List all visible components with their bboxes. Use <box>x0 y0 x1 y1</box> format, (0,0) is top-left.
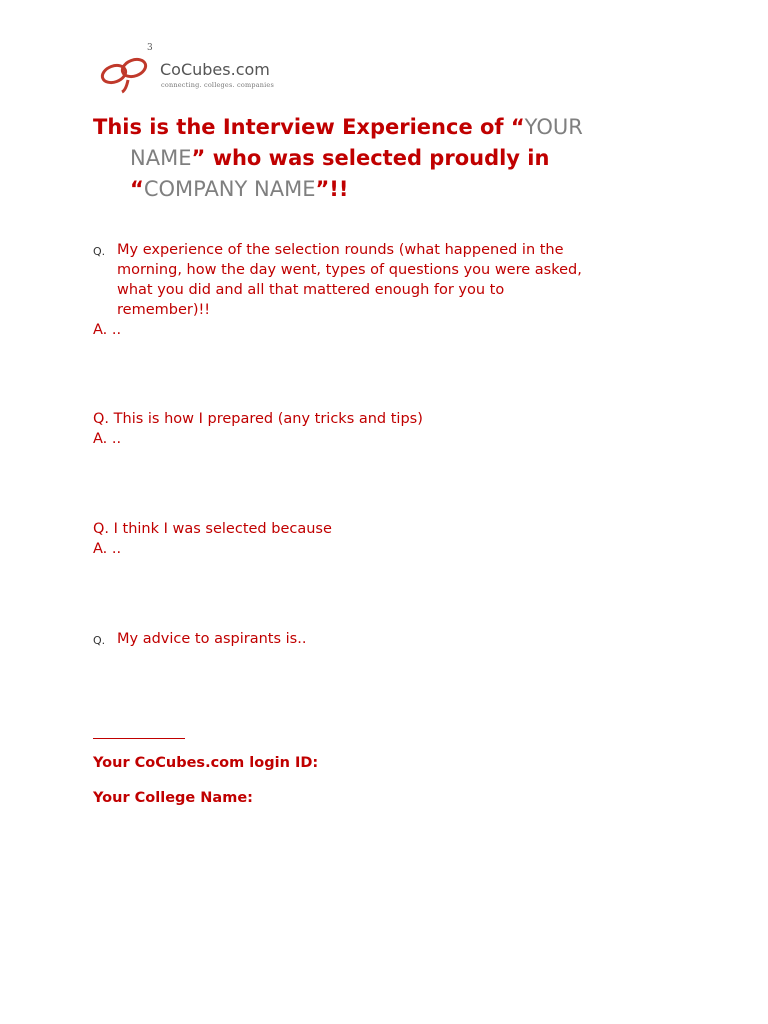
answer-label: A. <box>93 541 108 557</box>
answer-text: .. <box>111 541 122 557</box>
question-3 <box>93 519 673 539</box>
question-4 <box>93 629 673 649</box>
question-3-text: I think I was selected because <box>113 521 332 537</box>
your-name-placeholder-a: YOUR <box>524 115 583 139</box>
title-line-3 <box>93 174 693 205</box>
qa-block-2 <box>93 409 673 449</box>
title-text-3: “ <box>130 177 144 201</box>
answer-1 <box>93 320 673 340</box>
question-2-text: This is how I prepared (any tricks and tips) <box>113 411 423 427</box>
question-1-line-1: My experience of the selection rounds (what happened in the <box>117 242 564 258</box>
title-line-2 <box>93 143 693 174</box>
question-1-line-3: what you did and all that mattered enough for you to <box>117 282 505 298</box>
logo-brand-text: CoCubes.com <box>160 60 270 79</box>
footer-divider <box>93 738 185 739</box>
answer-label: A. <box>93 322 108 338</box>
page-title <box>93 112 693 205</box>
title-text-1: This is the Interview Experience of “ <box>93 115 525 139</box>
title-line-1 <box>93 112 693 143</box>
question-label: Q. <box>93 245 106 258</box>
cocubes-logo-icon <box>98 46 160 94</box>
question-1-line-2: morning, how the day went, types of questions you were asked, <box>117 262 582 278</box>
question-1 <box>93 240 673 320</box>
company-name-placeholder: COMPANY NAME <box>143 177 316 201</box>
answer-text: .. <box>111 322 122 338</box>
college-name-label: Your College Name: <box>93 790 253 806</box>
question-label: Q. <box>93 521 110 537</box>
answer-label: A. <box>93 431 108 447</box>
your-name-placeholder-b: NAME <box>130 146 192 170</box>
qa-block-1 <box>93 240 673 340</box>
cocubes-logo <box>98 43 298 94</box>
title-text-2: ” who was selected proudly in <box>191 146 550 170</box>
answer-3 <box>93 539 673 559</box>
logo-tagline: connecting. colleges. companies <box>161 81 275 89</box>
qa-block-4 <box>93 629 673 649</box>
logo-superscript: 3 <box>147 43 153 53</box>
question-label: Q. <box>93 411 110 427</box>
answer-2 <box>93 429 673 449</box>
answer-text: .. <box>111 431 122 447</box>
question-1-line-4: remember)!! <box>117 302 211 318</box>
qa-block-3 <box>93 519 673 559</box>
question-4-text: My advice to aspirants is.. <box>117 631 307 647</box>
question-label: Q. <box>93 634 106 647</box>
question-2 <box>93 409 673 429</box>
title-text-4: ”!! <box>315 177 349 201</box>
login-id-label: Your CoCubes.com login ID: <box>93 755 319 771</box>
